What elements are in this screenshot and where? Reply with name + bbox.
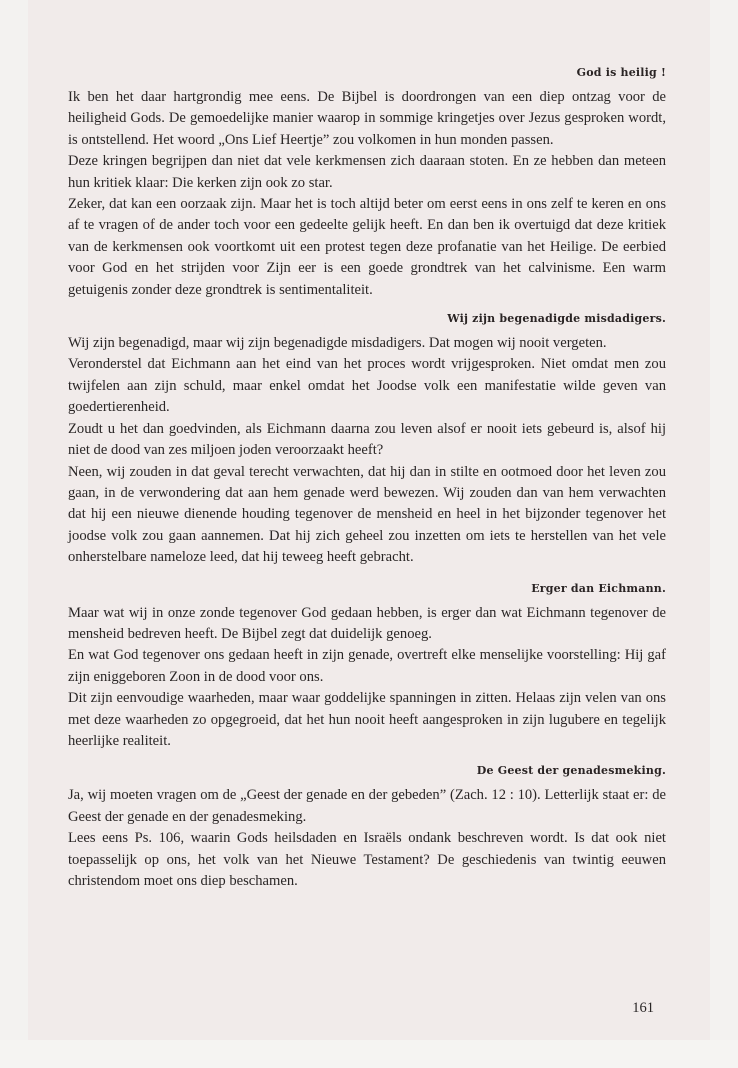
page-number: 161 [632, 1000, 654, 1016]
paragraph: Deze kringen begrijpen dan niet dat vele kerkmensen zich daaraan stoten. En ze hebben dan meteen hun kritiek klaar: Die kerken zijn ook zo star. [68, 153, 666, 191]
page-content [68, 66, 666, 892]
section-body-geest-der-genadesmeking [68, 785, 666, 892]
section-body-erger-dan-eichmann [68, 603, 666, 753]
section-heading-god-is-heilig: God is heilig ! [576, 66, 666, 79]
paragraph: Lees eens Ps. 106, waarin Gods heilsdaden en Israëls ondank beschreven wordt. Is dat ook niet toepasselijk op ons, het volk van het Nieuwe Testament? De geschiedenis van twintig eeuwen christendom moet ons diep beschamen. [68, 830, 666, 889]
section-body-god-is-heilig [68, 87, 666, 301]
paragraph: Zoudt u het dan goedvinden, als Eichmann daarna zou leven alsof er nooit iets gebeurd is, alsof hij niet de dood van zes miljoen joden veroorzaakt heeft? [68, 420, 666, 459]
paragraph: Dit zijn eenvoudige waarheden, maar waar goddelijke spanningen in zitten. Helaas zijn velen van ons met deze waarheden zo opgegroeid, dat het hun nooit heeft aangesproken in zijn lugubere en tegelijk heerlijke realiteit. [68, 690, 666, 749]
paragraph: Neen, wij zouden in dat geval terecht verwachten, dat hij dan in stilte en ootmoed door het leven zou gaan, in de verwondering dat aan hem genade werd bewezen. Wij zouden dan van hem verwachten dat hij een nieuwe dienende houding tegenover de mensheid en heel in het bijzonder tegenover het joodse volk zou gaan aannemen. Dat hij zich geheel zou inzetten om iets te herstellen van het vele onherstelbare nameloze leed, dat hij teweeg heeft gebracht. [68, 463, 666, 566]
paragraph: Wij zijn begenadigd, maar wij zijn begenadigde misdadigers. Dat mogen wij nooit vergeten. [68, 335, 607, 352]
paragraph: Veronderstel dat Eichmann aan het eind van het proces wordt vrijgesproken. Niet omdat men zou twijfelen aan zijn schuld, maar enkel omdat het Joodse volk een manifestatie wilde geven van goedertierenheid. [68, 356, 666, 416]
scan-margin [0, 1040, 738, 1068]
paragraph: Ik ben het daar hartgrondig mee eens. De Bijbel is doordrongen van een diep ontzag voor de heiligheid Gods. De gemoedelijke manier waarop in sommige kringetjes over Jezus gesproken wordt, is ontstellend. Het woord „Ons Lief Heertje” zou volkomen in hun monden passen. [68, 89, 666, 148]
section-heading-erger-dan-eichmann: Erger dan Eichmann. [531, 581, 666, 595]
paragraph: Maar wat wij in onze zonde tegenover God gedaan hebben, is erger dan wat Eichmann tegenover de mensheid bedreven heeft. De Bijbel zegt dat duidelijk genoeg. [68, 604, 666, 642]
section-body-begenadigde-misdadigers [68, 333, 666, 568]
paragraph: Zeker, dat kan een oorzaak zijn. Maar het is toch altijd beter om eerst eens in ons zelf te keren en ons af te vragen of de ander toch voor een gedeelte gelijk heeft. En dan ben ik overtuigd dat deze kritiek van de kerkmensen ook voortkomt uit een protest tegen deze profanatie van het Heilige. De eerbied voor God en het strijden voor Zijn eer is een goede grondtrek van het calvinisme. Een warm getuigenis zonder deze grondtrek is sentimentaliteit. [68, 196, 666, 298]
paragraph: En wat God tegenover ons gedaan heeft in zijn genade, overtreft elke menselijke voorstelling: Hij gaf zijn eniggeboren Zoon in de dood voor ons. [68, 647, 666, 685]
paragraph: Ja, wij moeten vragen om de „Geest der genade en der gebeden” (Zach. 12 : 10). Letterlijk staat er: de Geest der genade en der genadesmeking. [68, 787, 666, 825]
section-heading-begenadigde-misdadigers: Wij zijn begenadigde misdadigers. [447, 312, 666, 326]
book-page [28, 0, 710, 1040]
section-heading-geest-der-genadesmeking: De Geest der genadesmeking. [476, 764, 666, 778]
